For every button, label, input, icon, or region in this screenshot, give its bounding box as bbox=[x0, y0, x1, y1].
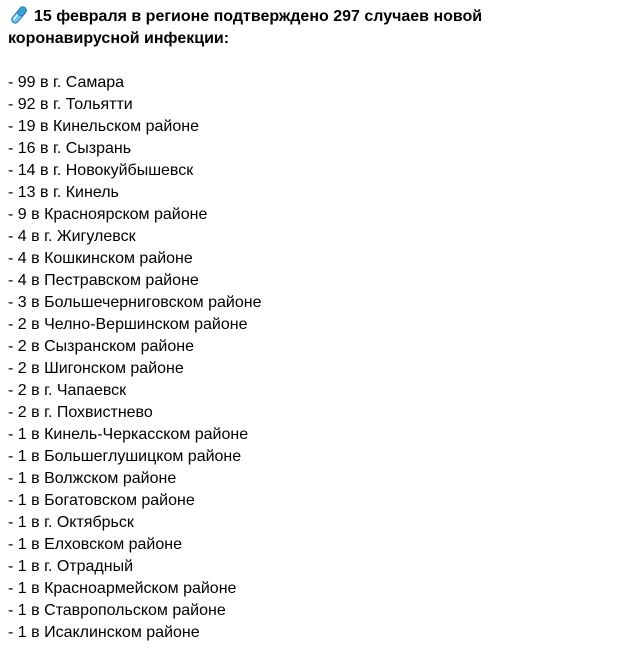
case-list-item: - 1 в г. Октябрьск bbox=[8, 514, 134, 531]
case-list-item: - 92 в г. Тольятти bbox=[8, 96, 133, 113]
case-list-item: - 1 в Елховском районе bbox=[8, 536, 182, 553]
case-list-item: - 1 в Волжском районе bbox=[8, 470, 177, 487]
case-list-item: - 14 в г. Новокуйбышевск bbox=[8, 162, 194, 179]
case-list-item: - 1 в Исаклинском районе bbox=[8, 624, 200, 641]
case-list-item: - 4 в г. Жигулевск bbox=[8, 228, 136, 245]
case-list-item: - 1 в Ставропольском районе bbox=[8, 602, 226, 619]
case-list-item: - 2 в Шигонском районе bbox=[8, 360, 184, 377]
headline-text: 15 февраля в регионе подтверждено 297 случаев новой коронавирусной инфекции: bbox=[8, 8, 483, 47]
case-list-item: - 2 в г. Чапаевск bbox=[8, 382, 127, 399]
case-list-item: - 1 в Богатовском районе bbox=[8, 492, 195, 509]
case-list-item: - 1 в Кинель-Черкасском районе bbox=[8, 426, 249, 443]
case-list-item: - 2 в Челно-Вершинском районе bbox=[8, 316, 248, 333]
case-list-item: - 4 в Кошкинском районе bbox=[8, 250, 193, 267]
case-list bbox=[8, 72, 611, 644]
case-list-item: - 1 в г. Отрадный bbox=[8, 558, 134, 575]
case-list-item: - 3 в Большечерниговском районе bbox=[8, 294, 262, 311]
case-list-item: - 99 в г. Самара bbox=[8, 74, 125, 91]
post-headline bbox=[8, 6, 611, 50]
case-list-item: - 19 в Кинельском районе bbox=[8, 118, 199, 135]
case-list-item: - 9 в Красноярском районе bbox=[8, 206, 208, 223]
case-list-item: - 13 в г. Кинель bbox=[8, 184, 119, 201]
case-list-item: - 1 в Красноармейском районе bbox=[8, 580, 237, 597]
pill-capsule-icon bbox=[8, 6, 30, 24]
case-list-item: - 1 в Большеглушицком районе bbox=[8, 448, 242, 465]
case-list-item: - 4 в Пестравском районе bbox=[8, 272, 199, 289]
case-list-item: - 16 в г. Сызрань bbox=[8, 140, 132, 157]
case-list-item: - 2 в Сызранском районе bbox=[8, 338, 194, 355]
case-list-item: - 2 в г. Похвистнево bbox=[8, 404, 153, 421]
spacer-line bbox=[8, 50, 611, 72]
